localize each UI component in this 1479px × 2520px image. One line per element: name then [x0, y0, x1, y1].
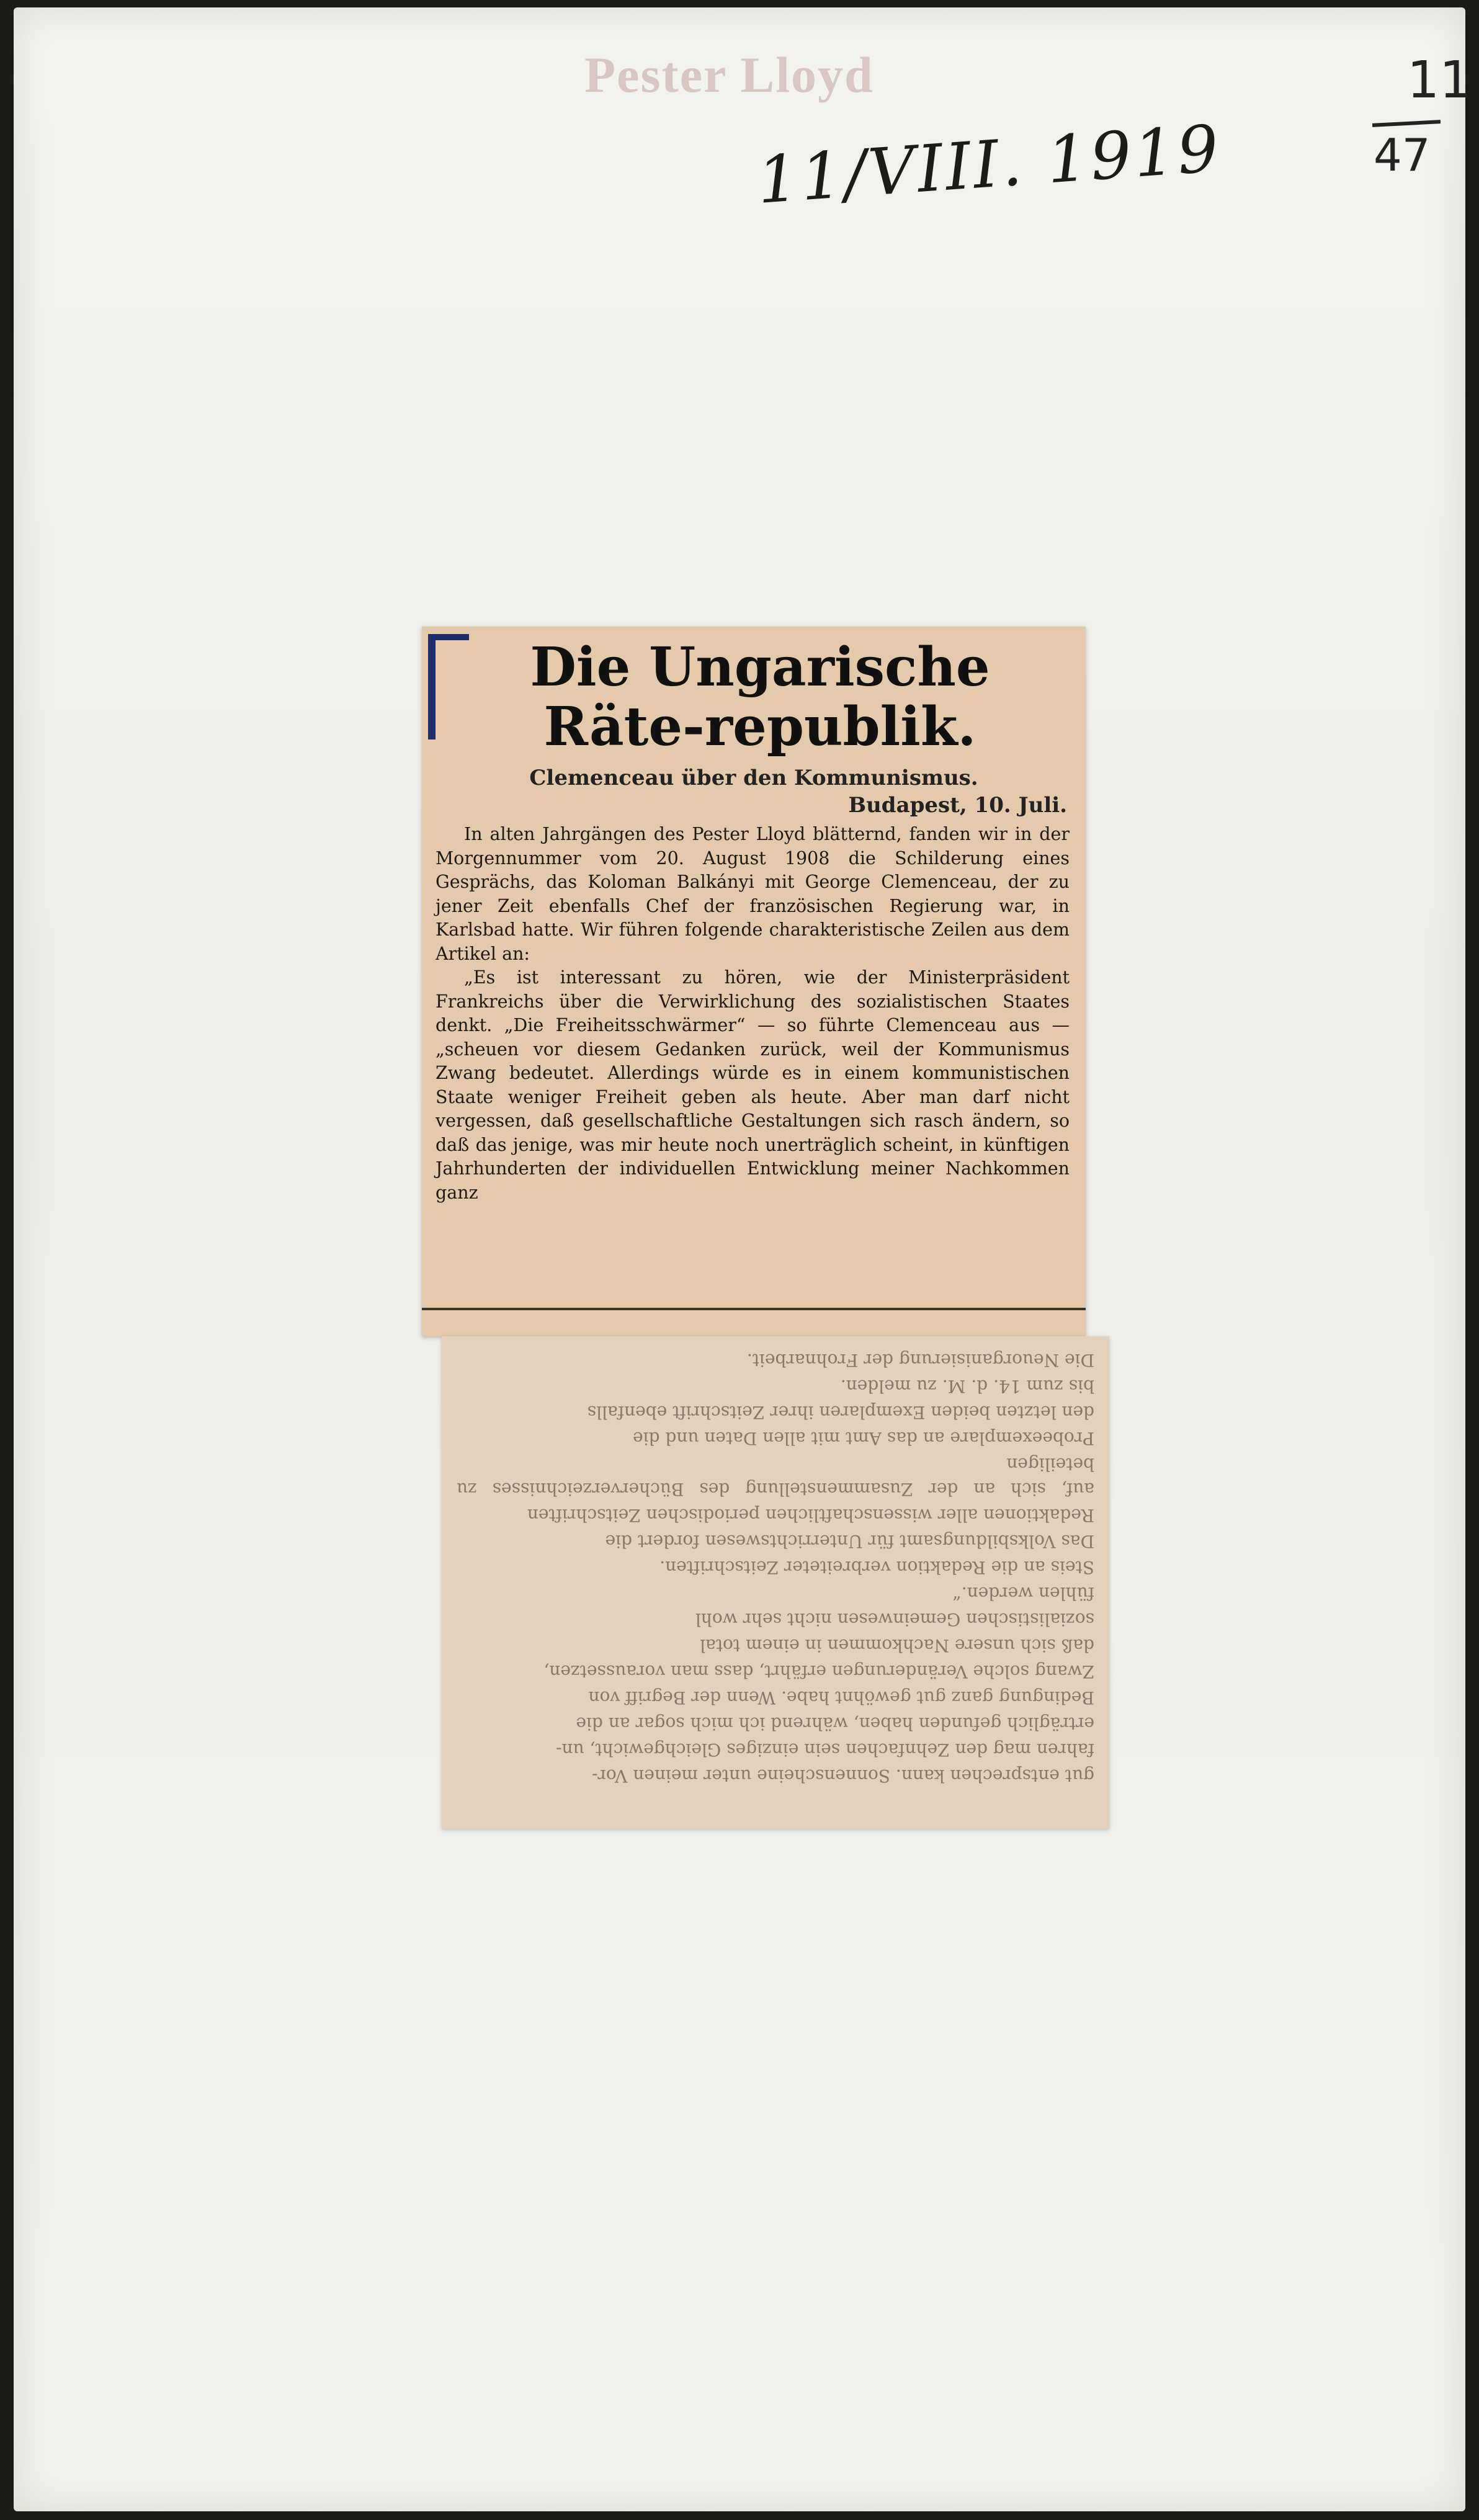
reverse-line: fühlen werden.“ — [952, 1583, 1094, 1604]
pester-lloyd-stamp: Pester Lloyd — [584, 47, 874, 103]
reverse-line: bis zum 14. d. M. zu melden. — [840, 1376, 1094, 1396]
reverse-line: den letzten beiden Exemplaren ihrer Zeitschrift ebenfalls — [587, 1402, 1094, 1423]
reverse-line: daß sich unsere Nachkommen in einem total — [700, 1635, 1094, 1656]
reverse-line: Bedingung ganz gut gewöhnt habe. Wenn der Begriff von — [588, 1687, 1094, 1708]
reverse-line: erträglich gefunden haben, während ich mich sogar an die — [576, 1714, 1094, 1734]
blue-pencil-mark — [428, 634, 469, 739]
article-subhead: Clemenceau über den Kommunismus. — [529, 766, 978, 790]
reverse-line: Redaktionen aller wissenschaftlichen periodischen Zeitschriften — [527, 1505, 1094, 1526]
reverse-line: Zwang solche Veränderungen erfährt, dass man voraussetzen, — [543, 1661, 1094, 1682]
clipping-reverse-side — [442, 1336, 1109, 1829]
article-body — [436, 823, 1070, 1205]
handwritten-date: 11/VIII. 1919 — [754, 110, 1223, 218]
reverse-line: Probeexemplare an das Amt mit allen Daten und die — [633, 1428, 1094, 1449]
folio-number-top: 11 — [1407, 51, 1472, 110]
article-dateline: Budapest, 10. Juli. — [848, 793, 1067, 818]
reverse-text-block — [457, 1347, 1094, 1788]
reverse-line: auf, sich an der Zusammenstellung des Bücherverzeichnisses zu beteiligen — [457, 1454, 1094, 1499]
reverse-line: fahren mag den Zehnfachen sein einziges Gleichgewicht, un- — [556, 1740, 1094, 1760]
article-paragraph: In alten Jahrgängen des Pester Lloyd blätternd, fanden wir in der Morgennummer vom 20. August 1908 die Schilderung eines Gesprächs, das Koloman Balkányi mit George Clemenceau, der zu jener Zeit ebenfalls Chef der französischen Regierung war, in Karlsbad hatte. Wir führen folgende charakteristische Zeilen aus dem Artikel an: — [436, 824, 1070, 964]
article-paragraph: „Es ist interessant zu hören, wie der Ministerpräsident Frankreichs über die Verwirklichung des sozialistischen Staates denkt. „Die Freiheitsschwärmer“ — so führte Clemenceau aus — „scheuen vor diesem Gedanken zurück, weil der Kommunismus Zwang bedeutet. Allerdings würde es in einem kommunistischen Staate weniger Freiheit geben als heute. Aber man darf nicht vergessen, daß gesellschaftliche Gestaltungen sich rasch ändern, so daß das jenige, was mir heute noch unerträglich scheint, in künftigen Jahrhunderten der individuellen Entwicklung meiner Nachkommen ganz — [436, 967, 1070, 1203]
reverse-line: Steis an die Redaktion verbreiteter Zeitschriften. — [659, 1557, 1094, 1578]
clipping-bottom-rule — [422, 1308, 1086, 1310]
reverse-line: sozialistischen Gemeinwesen nicht sehr wohl — [695, 1609, 1094, 1630]
folio-number-bottom: 47 — [1374, 129, 1431, 181]
reverse-line: Die Neuorganisierung der Frohnarbeit. — [746, 1350, 1094, 1370]
article-headline: Die Ungarische Räte-republik. — [530, 636, 990, 758]
reverse-line: gut entsprechen kann. Sonnenscheine unter meinen Vor- — [592, 1766, 1094, 1786]
folio-divider — [1372, 120, 1441, 127]
newspaper-clipping — [422, 627, 1086, 1336]
reverse-line: Das Volksbildungsamt für Unterrichtswesen fordert die — [605, 1531, 1094, 1552]
